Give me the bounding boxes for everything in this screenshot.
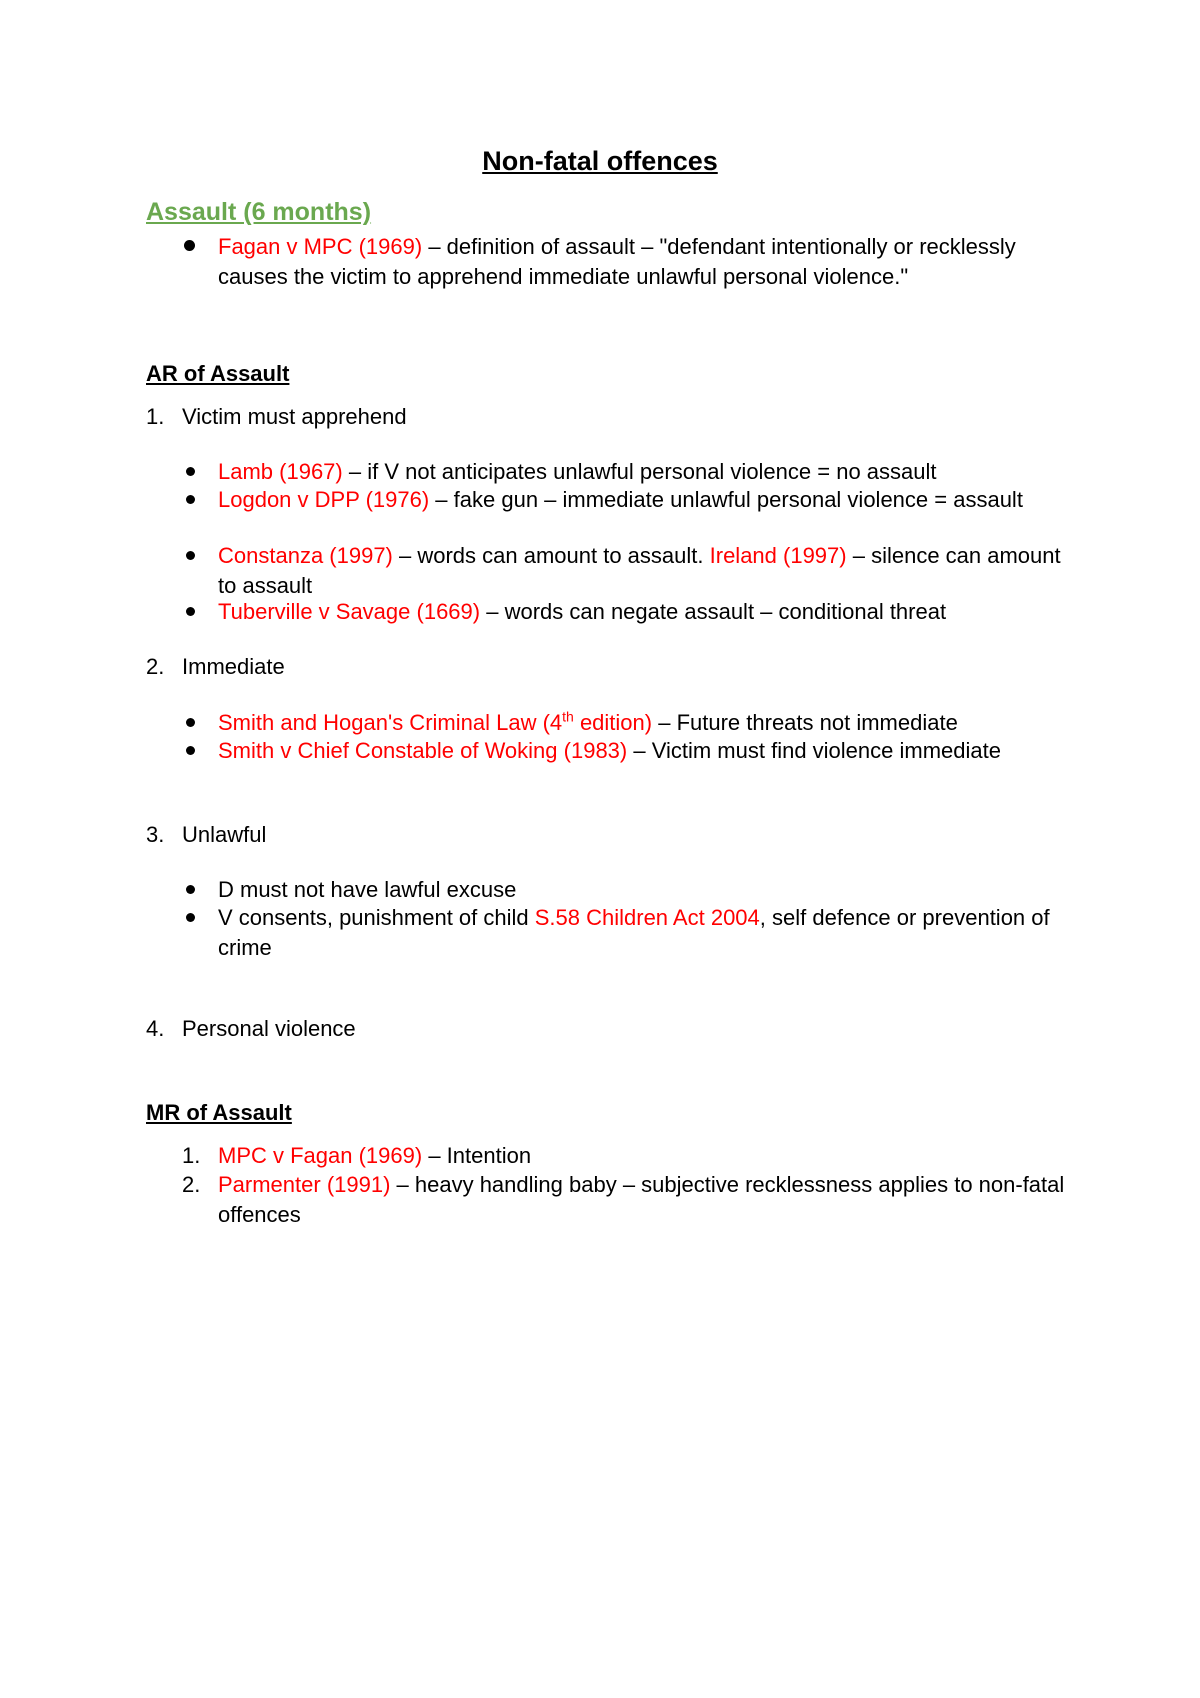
item-label: Personal violence	[182, 1016, 356, 1041]
ar-item-2	[146, 652, 1082, 682]
case-citation: Fagan v MPC (1969)	[218, 234, 423, 259]
list-item	[218, 457, 1078, 487]
item-text: , self defence or prevention of crime	[218, 905, 1050, 960]
item-label: Unlawful	[182, 822, 267, 847]
case-citation: Parmenter (1991)	[218, 1172, 391, 1197]
item-label: Victim must apprehend	[182, 404, 407, 429]
case-citation: MPC v Fagan (1969)	[218, 1143, 423, 1168]
item-number: 4.	[146, 1016, 165, 1041]
item-text: – fake gun – immediate unlawful personal violence = assault	[429, 487, 1023, 512]
list-item	[218, 736, 1078, 766]
case-citation: Constanza (1997)	[218, 543, 393, 568]
case-citation: edition)	[573, 710, 653, 735]
item-text: – Future threats not immediate	[652, 710, 958, 735]
item-label: Immediate	[182, 654, 285, 679]
mr-item-2	[182, 1170, 1078, 1230]
case-citation: Smith and Hogan's Criminal Law (4	[218, 710, 563, 735]
case-citation: Ireland (1997)	[703, 543, 847, 568]
item-number: 3.	[146, 822, 165, 847]
list-item	[218, 541, 1078, 601]
definition-bullet	[218, 232, 1078, 292]
mr-item-1	[182, 1141, 1078, 1171]
item-text: – words can amount to assault.	[392, 543, 704, 568]
list-item	[218, 903, 1078, 963]
case-citation: S.58 Children Act 2004	[534, 905, 760, 930]
list-item	[218, 708, 1078, 738]
case-citation: Lamb (1967)	[218, 459, 343, 484]
list-item	[218, 597, 1078, 627]
definition-text: – definition of assault – "defendant intentionally or recklessly causes the victim to apprehend immediate unlawful personal violence."	[218, 234, 1016, 289]
superscript: th	[562, 708, 574, 725]
item-text: – heavy handling baby – subjective recklessness applies to non-fatal offences	[218, 1172, 1065, 1227]
ar-item-4	[146, 1014, 1082, 1044]
item-number: 2.	[182, 1172, 201, 1197]
item-text: – silence can amount to assault	[218, 543, 1061, 598]
case-citation: Logdon v DPP (1976)	[218, 487, 430, 512]
item-text: – if V not anticipates unlawful personal violence = no assault	[342, 459, 937, 484]
item-text: – Victim must find violence immediate	[627, 738, 1001, 763]
assault-heading: Assault (6 months)	[146, 198, 372, 226]
case-citation: Tuberville v Savage (1669)	[218, 599, 481, 624]
case-citation: Smith v Chief Constable of Woking (1983)	[218, 738, 628, 763]
ar-item-1	[146, 402, 1082, 432]
item-text: – words can negate assault – conditional threat	[480, 599, 947, 624]
ar-item-3	[146, 820, 1082, 850]
item-text: – Intention	[422, 1143, 532, 1168]
list-item	[218, 875, 1078, 905]
page-title: Non-fatal offences	[482, 146, 718, 176]
ar-heading: AR of Assault	[146, 361, 290, 386]
item-number: 2.	[146, 654, 165, 679]
item-number: 1.	[182, 1143, 201, 1168]
item-number: 1.	[146, 404, 165, 429]
item-text: V consents, punishment of child	[218, 905, 535, 930]
list-item	[218, 485, 1078, 515]
item-text: D must not have lawful excuse	[218, 877, 517, 902]
mr-heading: MR of Assault	[146, 1100, 292, 1125]
